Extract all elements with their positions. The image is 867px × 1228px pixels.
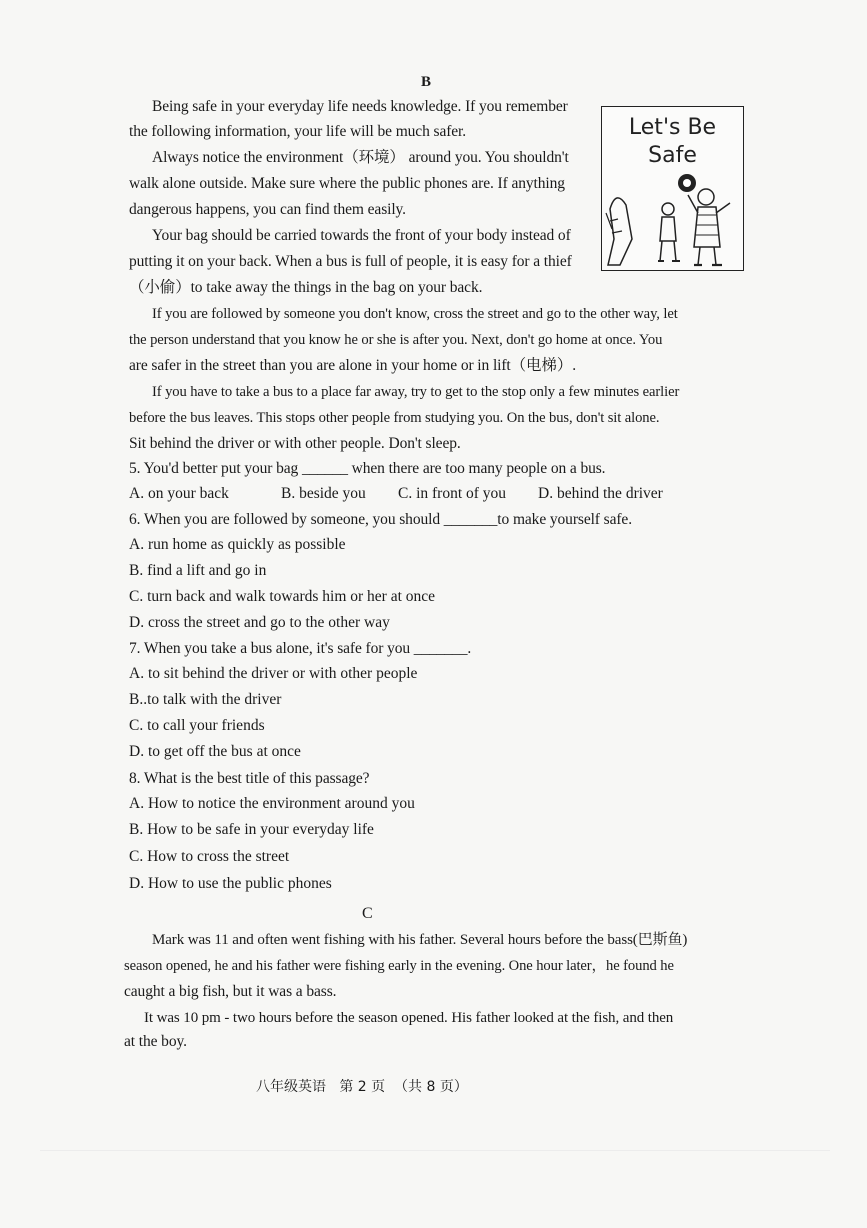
answer-option: C. turn back and walk towards him or her at once <box>129 588 436 605</box>
passage-b-line: walk alone outside. Make sure where the public phones are. If anything <box>129 175 565 192</box>
passage-c-line: season opened, he and his father were fishing early in the evening. One hour later，he found he <box>124 958 674 974</box>
passage-b-line: dangerous happens, you can find them easily. <box>129 201 406 218</box>
passage-b-line: before the bus leaves. This stops other people from studying you. On the bus, don't sit alone. <box>129 410 660 426</box>
answer-option: A. How to notice the environment around you <box>129 795 415 812</box>
answer-option: A. to sit behind the driver or with other people <box>129 665 418 682</box>
children-drawing-icon <box>602 169 742 269</box>
passage-b-line: Your bag should be carried towards the front of your body instead of <box>152 227 571 244</box>
answer-option: A. on your back <box>129 485 229 502</box>
passage-c-line: at the boy. <box>124 1033 187 1050</box>
passage-c-line: Mark was 11 and often went fishing with his father. Several hours before the bass(巴斯鱼) <box>152 932 688 948</box>
answer-option: D. behind the driver <box>538 485 663 502</box>
answer-option: D. cross the street and go to the other way <box>129 614 390 631</box>
question-stem: 8. What is the best title of this passage? <box>129 770 370 787</box>
passage-b-line: are safer in the street than you are alone in your home or in lift（电梯）. <box>129 357 576 374</box>
passage-b-line: If you are followed by someone you don't know, cross the street and go to the other way, let <box>152 306 678 322</box>
passage-b-line: the following information, your life will be much safer. <box>129 123 467 140</box>
passage-b-line: （小偷）to take away the things in the bag on your back. <box>129 279 483 296</box>
answer-option: B. find a lift and go in <box>129 562 267 579</box>
answer-option: D. How to use the public phones <box>129 875 332 892</box>
page-footer: 八年级英语 第 2 页 （共 8 页） <box>256 1079 468 1095</box>
passage-c-line: caught a big fish, but it was a bass. <box>124 983 337 1000</box>
page-bottom-divider <box>40 1150 830 1151</box>
illustration-title-line1: Let's Be <box>628 115 717 140</box>
answer-option: D. to get off the bus at once <box>129 743 301 760</box>
passage-b-line: Sit behind the driver or with other people. Don't sleep. <box>129 435 461 452</box>
question-stem: 5. You'd better put your bag ______ when there are too many people on a bus. <box>129 460 606 477</box>
answer-option: B..to talk with the driver <box>129 691 282 708</box>
answer-option: C. to call your friends <box>129 717 265 734</box>
answer-option: A. run home as quickly as possible <box>129 536 346 553</box>
answer-option: B. How to be safe in your everyday life <box>129 821 374 838</box>
question-stem: 7. When you take a bus alone, it's safe for you _______. <box>129 640 472 657</box>
illustration-title-line2: Safe <box>648 143 697 168</box>
section-c-heading: C <box>362 905 373 922</box>
section-b-heading: B <box>421 74 432 90</box>
passage-b-line: putting it on your back. When a bus is full of people, it is easy for a thief <box>129 253 572 270</box>
passage-b-line: Always notice the environment（环境） around you. You shouldn't <box>152 149 569 166</box>
answer-option: C. in front of you <box>398 485 507 502</box>
lets-be-safe-illustration <box>601 106 744 271</box>
question-stem: 6. When you are followed by someone, you should _______to make yourself safe. <box>129 511 632 528</box>
answer-option: B. beside you <box>281 485 366 502</box>
passage-c-line: It was 10 pm - two hours before the season opened. His father looked at the fish, and then <box>144 1010 674 1026</box>
passage-b-line: If you have to take a bus to a place far away, try to get to the stop only a few minutes earlier <box>152 384 680 400</box>
passage-b-line: Being safe in your everyday life needs knowledge. If you remember <box>152 98 568 115</box>
passage-b-line: the person understand that you know he or she is after you. Next, don't go home at once. You <box>129 332 663 348</box>
answer-option: C. How to cross the street <box>129 848 290 865</box>
